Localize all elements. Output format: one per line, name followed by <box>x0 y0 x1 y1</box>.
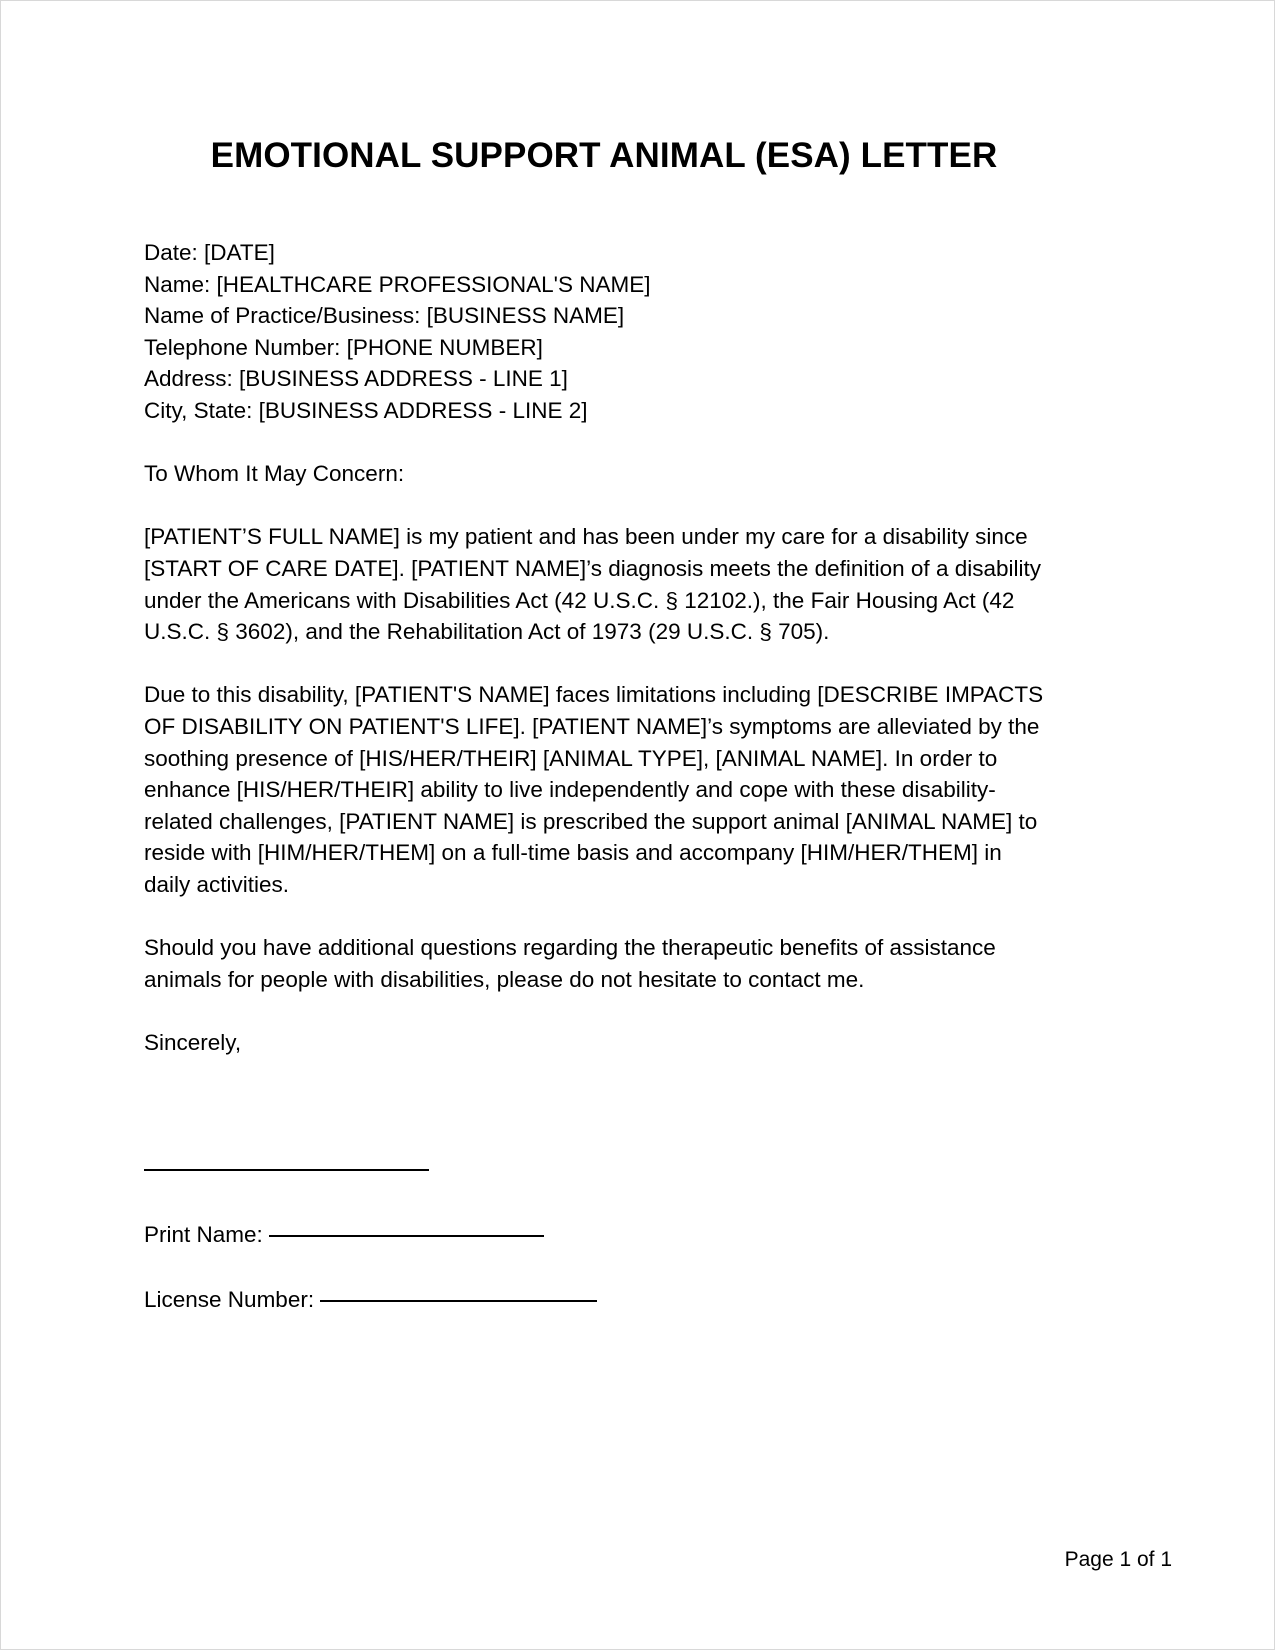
closing: Sincerely, <box>144 1029 242 1055</box>
spacer <box>144 427 1052 459</box>
letter-body <box>144 237 1052 1058</box>
page-title: EMOTIONAL SUPPORT ANIMAL (ESA) LETTER <box>210 136 998 175</box>
license-number-row <box>144 1284 1052 1316</box>
signature-line-row <box>144 1153 1052 1185</box>
salutation: To Whom It May Concern: <box>144 461 405 487</box>
spacer <box>144 995 1052 1027</box>
body-paragraph-1: [PATIENT’S FULL NAME] is my patient and has been under my care for a disability since [START OF CARE DATE]. [PATIENT NAME]’s diagnosis meets the definition of a disability under the Americans with Disabilities Act (42 U.S.C. § 12102.), the Fair Housing Act (42 U.S.C. § 3602), and the Rehabilitation Act of 1973 (29 U.S.C. § 705). <box>144 524 1041 645</box>
license-number-label: License Number: <box>144 1287 315 1313</box>
license-number-underline[interactable] <box>320 1300 597 1302</box>
header-line-name: Name: [HEALTHCARE PROFESSIONAL'S NAME] <box>144 271 651 297</box>
print-name-underline[interactable] <box>269 1235 544 1237</box>
body-paragraph-2: Due to this disability, [PATIENT'S NAME] faces limitations including [DESCRIBE IMPACTS OF DISABILITY ON PATIENT'S LIFE]. [PATIENT NAME]’s symptoms are alleviated by the soothing presence of [HIS/HER/THEIR] [ANIMAL TYPE], [ANIMAL NAME]. In order to enhance [HIS/HER/THEIR] ability to live independently and cope with these disability-related challenges, [PATIENT NAME] is prescribed the support animal [ANIMAL NAME] to reside with [HIM/HER/THEM] on a full-time basis and accompany [HIM/HER/THEM] in daily activities. <box>144 682 1044 897</box>
header-line-date: Date: [DATE] <box>144 240 275 265</box>
spacer <box>144 490 1052 522</box>
header-line-city-state: City, State: [BUSINESS ADDRESS - LINE 2] <box>144 397 588 423</box>
signature-underline[interactable] <box>144 1169 429 1171</box>
spacer <box>144 1105 1052 1153</box>
spacer <box>144 1185 1052 1219</box>
print-name-label: Print Name: <box>144 1221 263 1247</box>
spacer <box>144 1250 1052 1284</box>
body-paragraph-3: Should you have additional questions regarding the therapeutic benefits of assistance animals for people with disabilities, please do not hesitate to contact me. <box>144 935 996 992</box>
page-footer: Page 1 of 1 <box>1064 1548 1172 1571</box>
spacer <box>144 900 1052 932</box>
spacer <box>144 648 1052 680</box>
header-line-practice: Name of Practice/Business: [BUSINESS NAME] <box>144 303 625 329</box>
header-line-address: Address: [BUSINESS ADDRESS - LINE 1] <box>144 366 568 392</box>
signature-block <box>144 1105 1052 1316</box>
header-line-telephone: Telephone Number: [PHONE NUMBER] <box>144 334 543 360</box>
print-name-row <box>144 1219 1052 1251</box>
